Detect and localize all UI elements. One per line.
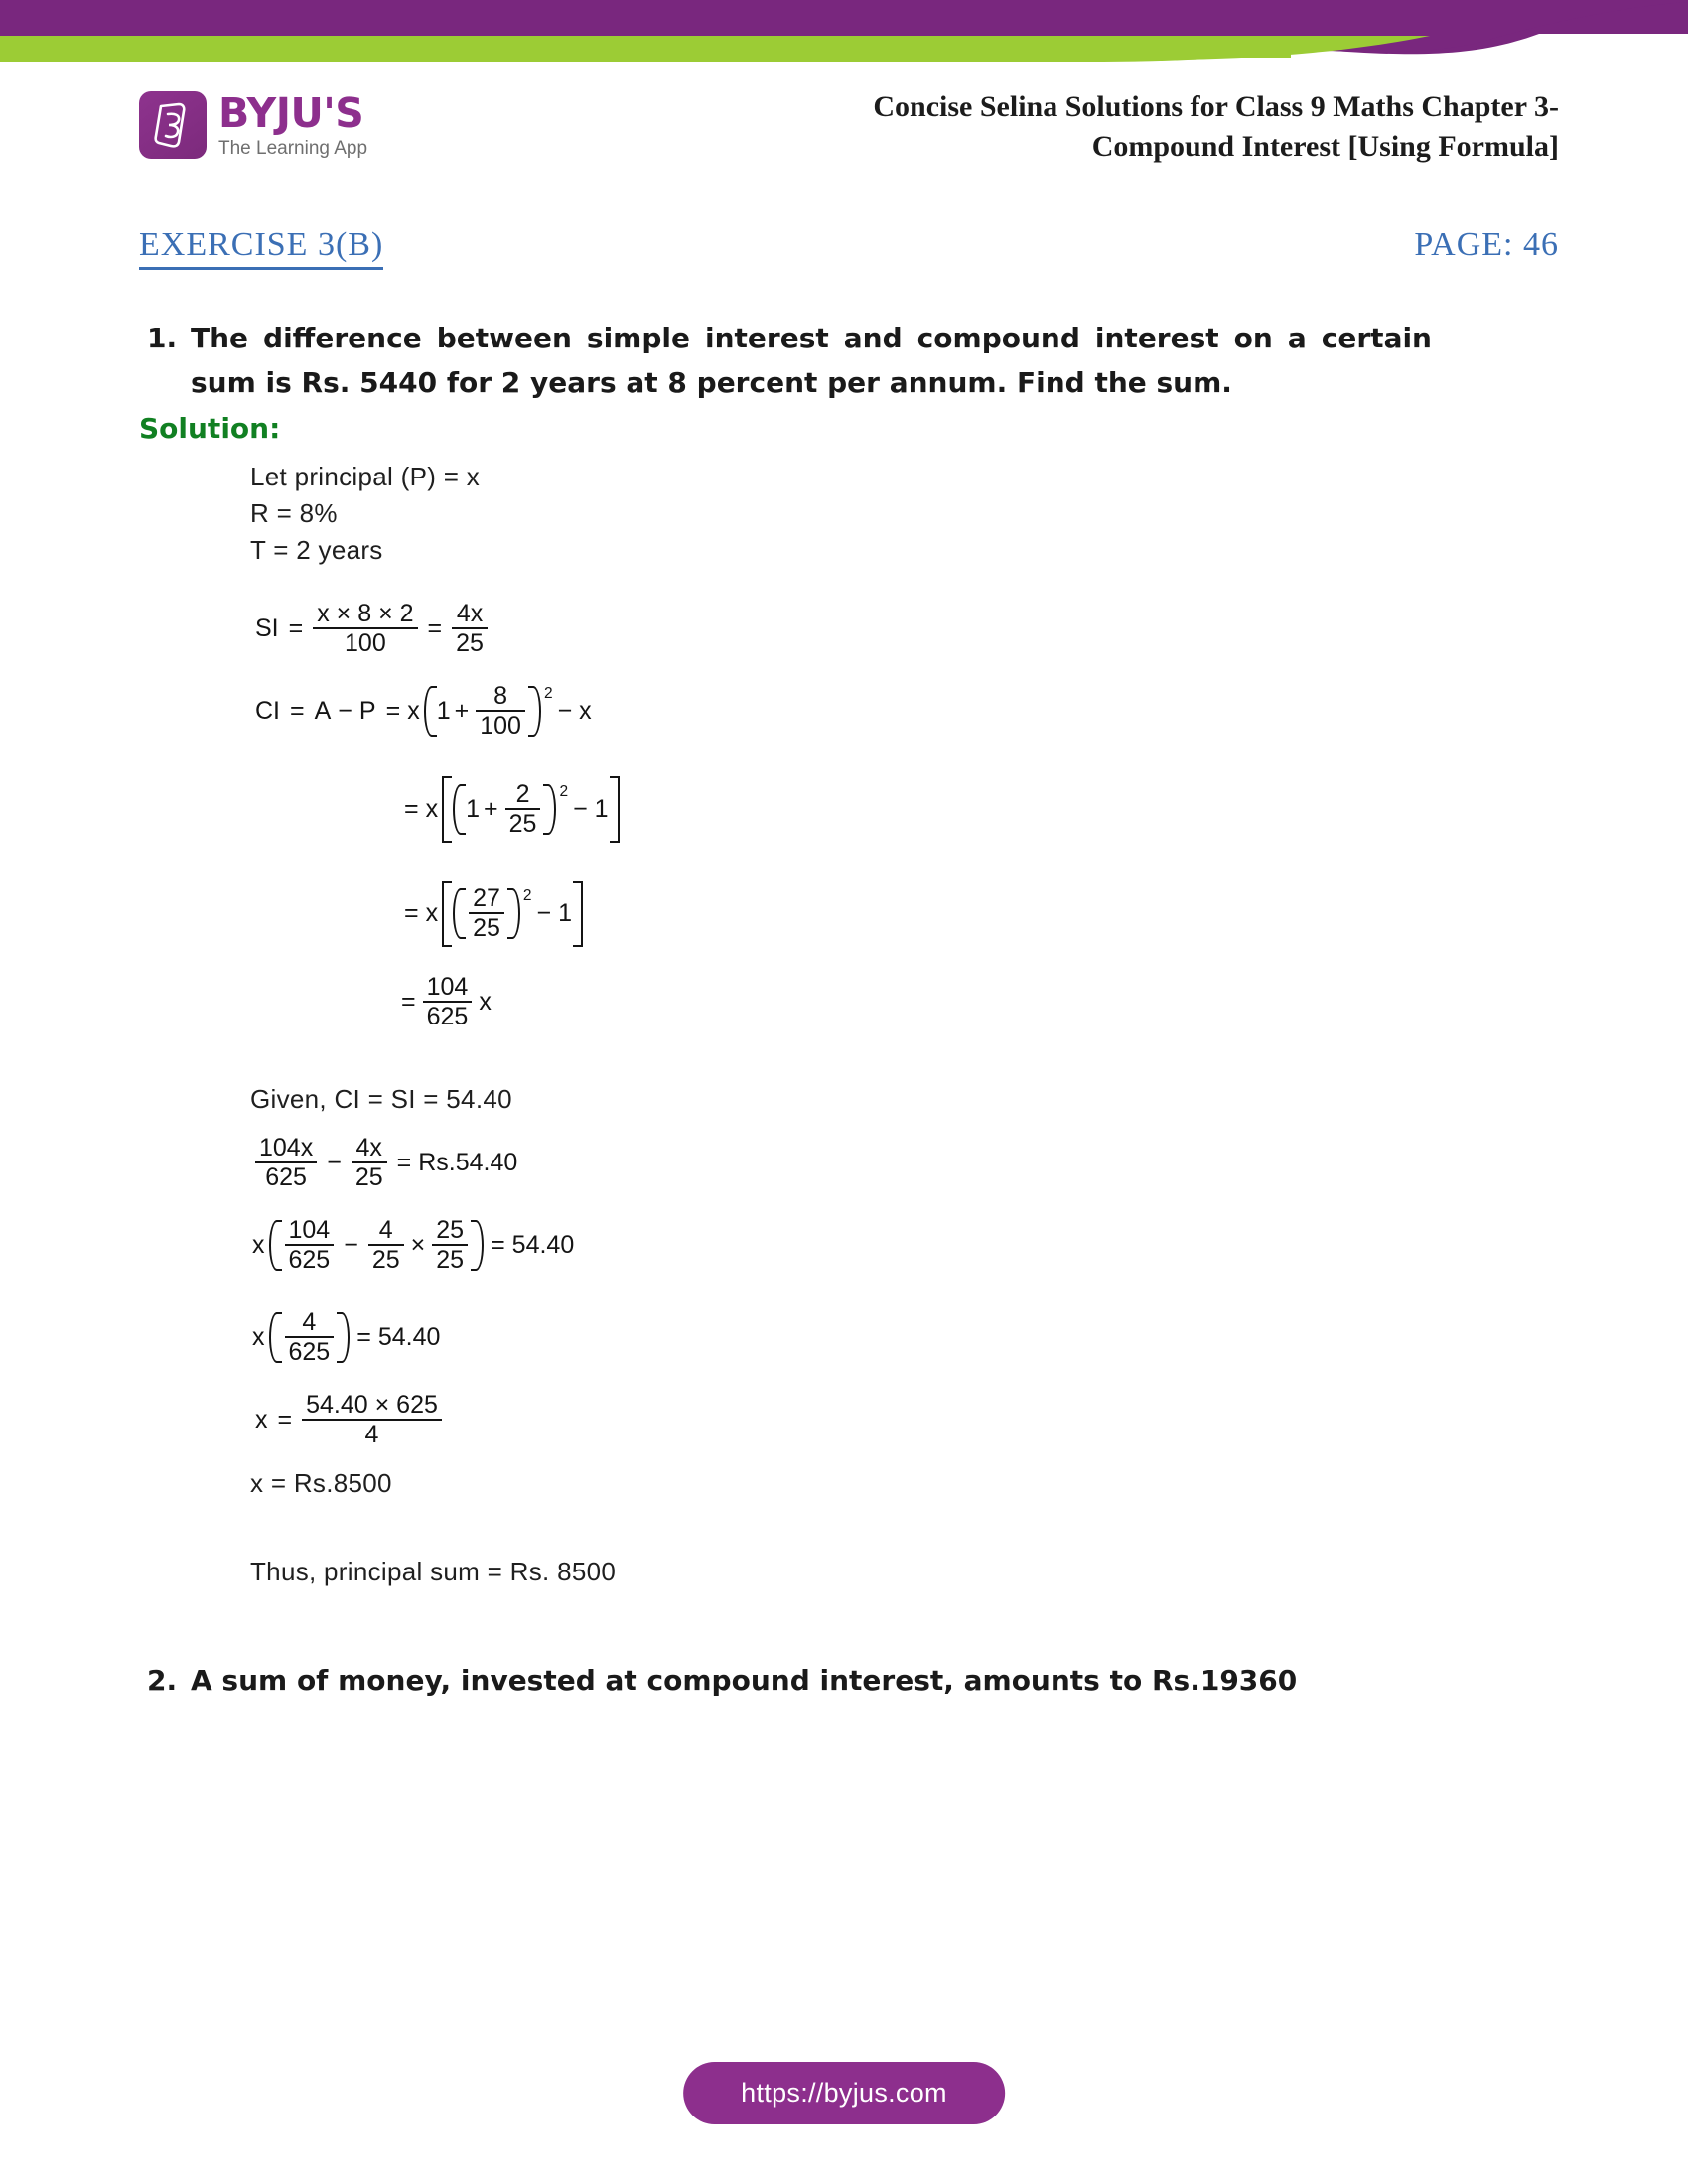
si-fraction-2-denominator: 25 xyxy=(456,629,484,658)
left-paren-icon xyxy=(451,782,464,837)
spacer xyxy=(250,1375,1549,1393)
step3-equals: = xyxy=(356,1323,371,1352)
si-symbol: SI xyxy=(255,614,279,643)
logo-wordmark: BYJU'S xyxy=(218,89,364,137)
si-fraction-1 xyxy=(313,602,417,656)
step3-right-hand-side: 54.40 xyxy=(377,1323,441,1352)
step3-fraction xyxy=(285,1310,335,1365)
equation-step-1 xyxy=(250,1136,1549,1190)
ci-rate-fraction xyxy=(476,684,525,739)
step2-fraction-3-numerator: 25 xyxy=(436,1216,465,1245)
ci3-fraction-numerator: 27 xyxy=(473,885,500,913)
ci2-fraction-denominator: 25 xyxy=(508,810,537,839)
ci-symbol: CI xyxy=(255,697,280,726)
ci-exponent: 2 xyxy=(543,685,553,703)
equation-step-5-result: x = Rs.8500 xyxy=(250,1468,392,1499)
logo-tagline: The Learning App xyxy=(218,138,368,159)
step1-fraction-2-numerator: 4x xyxy=(355,1134,382,1162)
ci3-fraction xyxy=(469,887,504,941)
left-paren-icon xyxy=(451,887,464,941)
ci2-plus: + xyxy=(484,795,498,824)
spacer xyxy=(139,1590,1549,1624)
step1-fraction-2-denominator: 25 xyxy=(354,1163,383,1192)
ci4-x-variable: x xyxy=(479,988,492,1017)
ci3-minus: − xyxy=(536,899,552,928)
question-1-number: 1. xyxy=(147,322,178,354)
step1-minus: − xyxy=(327,1149,342,1177)
si-equals-2: = xyxy=(427,614,443,643)
ci2-fraction xyxy=(505,782,541,837)
solution-body xyxy=(250,459,1549,1590)
step2-equals: = xyxy=(491,1231,505,1260)
ci-principal-symbol: P xyxy=(358,697,376,726)
ci3-x-variable: x xyxy=(425,899,439,928)
ci2-exponent: 2 xyxy=(559,783,569,801)
ci2-paren-group xyxy=(451,776,568,843)
step1-fraction-1-numerator: 104x xyxy=(259,1134,314,1162)
logo-b-glyph xyxy=(139,91,207,159)
given-line-time: T = 2 years xyxy=(250,534,383,565)
left-bracket-icon xyxy=(440,881,451,947)
ci-x-variable-2: x xyxy=(579,697,592,726)
ci4-fraction xyxy=(423,975,473,1029)
exercise-label: EXERCISE 3(B) xyxy=(139,226,383,270)
header-decoration-band xyxy=(0,0,1688,69)
ci-minus-2: − xyxy=(557,697,573,726)
si-fraction-2-numerator: 4x xyxy=(456,600,484,628)
ci-paren-group-1 xyxy=(422,674,553,749)
step2-minus: − xyxy=(344,1231,358,1260)
spacer xyxy=(250,656,1549,674)
document-title-line-1: Concise Selina Solutions for Class 9 Maths Chapter 3- xyxy=(873,90,1559,123)
step2-x-variable: x xyxy=(252,1231,265,1260)
step4-fraction-denominator: 4 xyxy=(364,1421,379,1449)
right-paren-icon xyxy=(545,782,558,837)
equation-compound-interest-line-1 xyxy=(250,674,1549,749)
step2-paren-group xyxy=(267,1208,487,1283)
si-equals-1: = xyxy=(288,614,304,643)
spacer xyxy=(250,1063,1549,1081)
ci3-equals: = xyxy=(404,899,419,928)
spacer xyxy=(250,1029,1549,1063)
spacer xyxy=(250,1190,1549,1208)
given-line-rate: R = 8% xyxy=(250,497,338,528)
step4-fraction-numerator: 54.40 × 625 xyxy=(306,1391,438,1420)
exercise-header-row xyxy=(139,226,1559,270)
step4-x-variable: x xyxy=(255,1406,268,1434)
step3-fraction-denominator: 625 xyxy=(288,1338,331,1367)
ci2-x-variable: x xyxy=(425,795,439,824)
ci3-fraction-denominator: 25 xyxy=(473,914,500,943)
step2-right-hand-side: 54.40 xyxy=(511,1231,575,1260)
ci-one: 1 xyxy=(436,697,451,726)
equation-simple-interest xyxy=(250,602,1549,656)
ci3-paren-group xyxy=(451,881,531,947)
equation-compound-interest-line-2 xyxy=(399,766,1549,853)
ci2-one: 1 xyxy=(466,795,481,824)
step1-equals: = xyxy=(396,1149,412,1177)
si-fraction-1-denominator: 100 xyxy=(345,629,386,658)
step4-fraction xyxy=(302,1393,442,1447)
ci3-one: 1 xyxy=(558,899,573,928)
step3-x-variable: x xyxy=(252,1323,265,1352)
equation-step-3 xyxy=(250,1300,1549,1375)
ci-rate-denominator: 100 xyxy=(480,712,521,741)
step1-fraction-2 xyxy=(352,1136,387,1190)
ci2-bracket-group xyxy=(440,766,621,853)
spacer xyxy=(250,1447,1549,1465)
step1-fraction-1 xyxy=(255,1136,317,1190)
step3-paren-group xyxy=(267,1300,352,1375)
si-fraction-1-numerator: x × 8 × 2 xyxy=(317,600,414,628)
ci-minus-1: − xyxy=(338,697,352,726)
equation-compound-interest-line-3 xyxy=(399,871,1549,957)
ci-rate-numerator: 8 xyxy=(493,682,508,711)
step2-times: × xyxy=(410,1231,426,1260)
purple-band-base xyxy=(0,0,1688,34)
ci4-equals: = xyxy=(401,988,416,1017)
ci2-one-subtract: 1 xyxy=(594,795,609,824)
byjus-url-button[interactable] xyxy=(683,2062,1005,2124)
right-paren-icon xyxy=(530,684,543,739)
ci2-fraction-numerator: 2 xyxy=(515,780,530,809)
spacer xyxy=(250,568,1549,602)
given-line-principal: Let principal (P) = x xyxy=(250,461,481,491)
step2-fraction-3-denominator: 25 xyxy=(436,1246,465,1275)
spacer xyxy=(250,853,1549,871)
given-ci-equals-si: Given, CI = SI = 54.40 xyxy=(250,1084,512,1115)
ci2-minus: − xyxy=(573,795,588,824)
spacer xyxy=(250,1502,1549,1536)
ci-plus: + xyxy=(454,697,470,726)
step2-fraction-1-numerator: 104 xyxy=(288,1216,331,1245)
left-bracket-icon xyxy=(440,776,451,843)
document-title-line-2: Compound Interest [Using Formula] xyxy=(1091,129,1559,163)
page-content xyxy=(139,316,1549,1707)
solution-label: Solution: xyxy=(139,411,281,445)
si-fraction-2 xyxy=(452,602,488,656)
ci3-exponent: 2 xyxy=(522,887,532,905)
step3-fraction-numerator: 4 xyxy=(302,1308,317,1337)
byjus-logo-mark xyxy=(139,91,207,159)
ci-amount-symbol: A xyxy=(314,697,332,726)
right-paren-icon xyxy=(339,1310,352,1365)
step4-equals: = xyxy=(277,1406,293,1434)
equation-compound-interest-line-4 xyxy=(399,975,1549,1029)
step2-fraction-1-denominator: 625 xyxy=(288,1246,331,1275)
ci4-fraction-denominator: 625 xyxy=(426,1003,469,1031)
spacer xyxy=(139,1624,1549,1658)
step2-fraction-3 xyxy=(432,1218,468,1273)
ci3-bracket-group xyxy=(440,871,585,957)
byjus-url-text: https://byjus.com xyxy=(741,2078,947,2108)
ci-equals-2: = xyxy=(385,697,401,726)
left-paren-icon xyxy=(267,1218,280,1273)
question-2-number: 2. xyxy=(147,1664,178,1698)
solution-conclusion: Thus, principal sum = Rs. 8500 xyxy=(250,1557,617,1587)
spacer xyxy=(250,1118,1549,1136)
right-bracket-icon xyxy=(574,881,585,947)
step1-right-hand-side: Rs.54.40 xyxy=(418,1149,518,1177)
step2-fraction-1 xyxy=(285,1218,335,1273)
right-paren-icon xyxy=(509,887,522,941)
spacer xyxy=(250,1283,1549,1300)
ci-x-variable: x xyxy=(407,697,420,726)
equation-step-2 xyxy=(250,1208,1549,1283)
ci-equals-1: = xyxy=(290,697,305,726)
right-bracket-icon xyxy=(611,776,622,843)
ci4-fraction-numerator: 104 xyxy=(426,973,469,1002)
spacer xyxy=(250,1536,1549,1554)
question-1-text: The difference between simple interest and compound interest on a certain sum is Rs. 5440 for 2 years at 8 percent per annum. Find the sum. xyxy=(191,322,1432,400)
page-label: PAGE: 46 xyxy=(1414,226,1559,263)
document-title xyxy=(765,87,1559,166)
step2-fraction-2 xyxy=(368,1218,404,1273)
ci2-equals: = xyxy=(404,795,419,824)
question-2-text: A sum of money, invested at compound interest, amounts to Rs.19360 xyxy=(191,1664,1298,1698)
step1-fraction-1-denominator: 625 xyxy=(265,1163,307,1192)
left-paren-icon xyxy=(267,1310,280,1365)
step2-fraction-2-numerator: 4 xyxy=(378,1216,393,1245)
equation-step-4 xyxy=(250,1393,1549,1447)
byjus-logo xyxy=(139,91,367,159)
left-paren-icon xyxy=(422,684,435,739)
right-paren-icon xyxy=(473,1218,486,1273)
spacer xyxy=(250,749,1549,766)
step2-fraction-2-denominator: 25 xyxy=(371,1246,400,1275)
question-1 xyxy=(139,316,1549,406)
question-2 xyxy=(139,1658,1549,1703)
